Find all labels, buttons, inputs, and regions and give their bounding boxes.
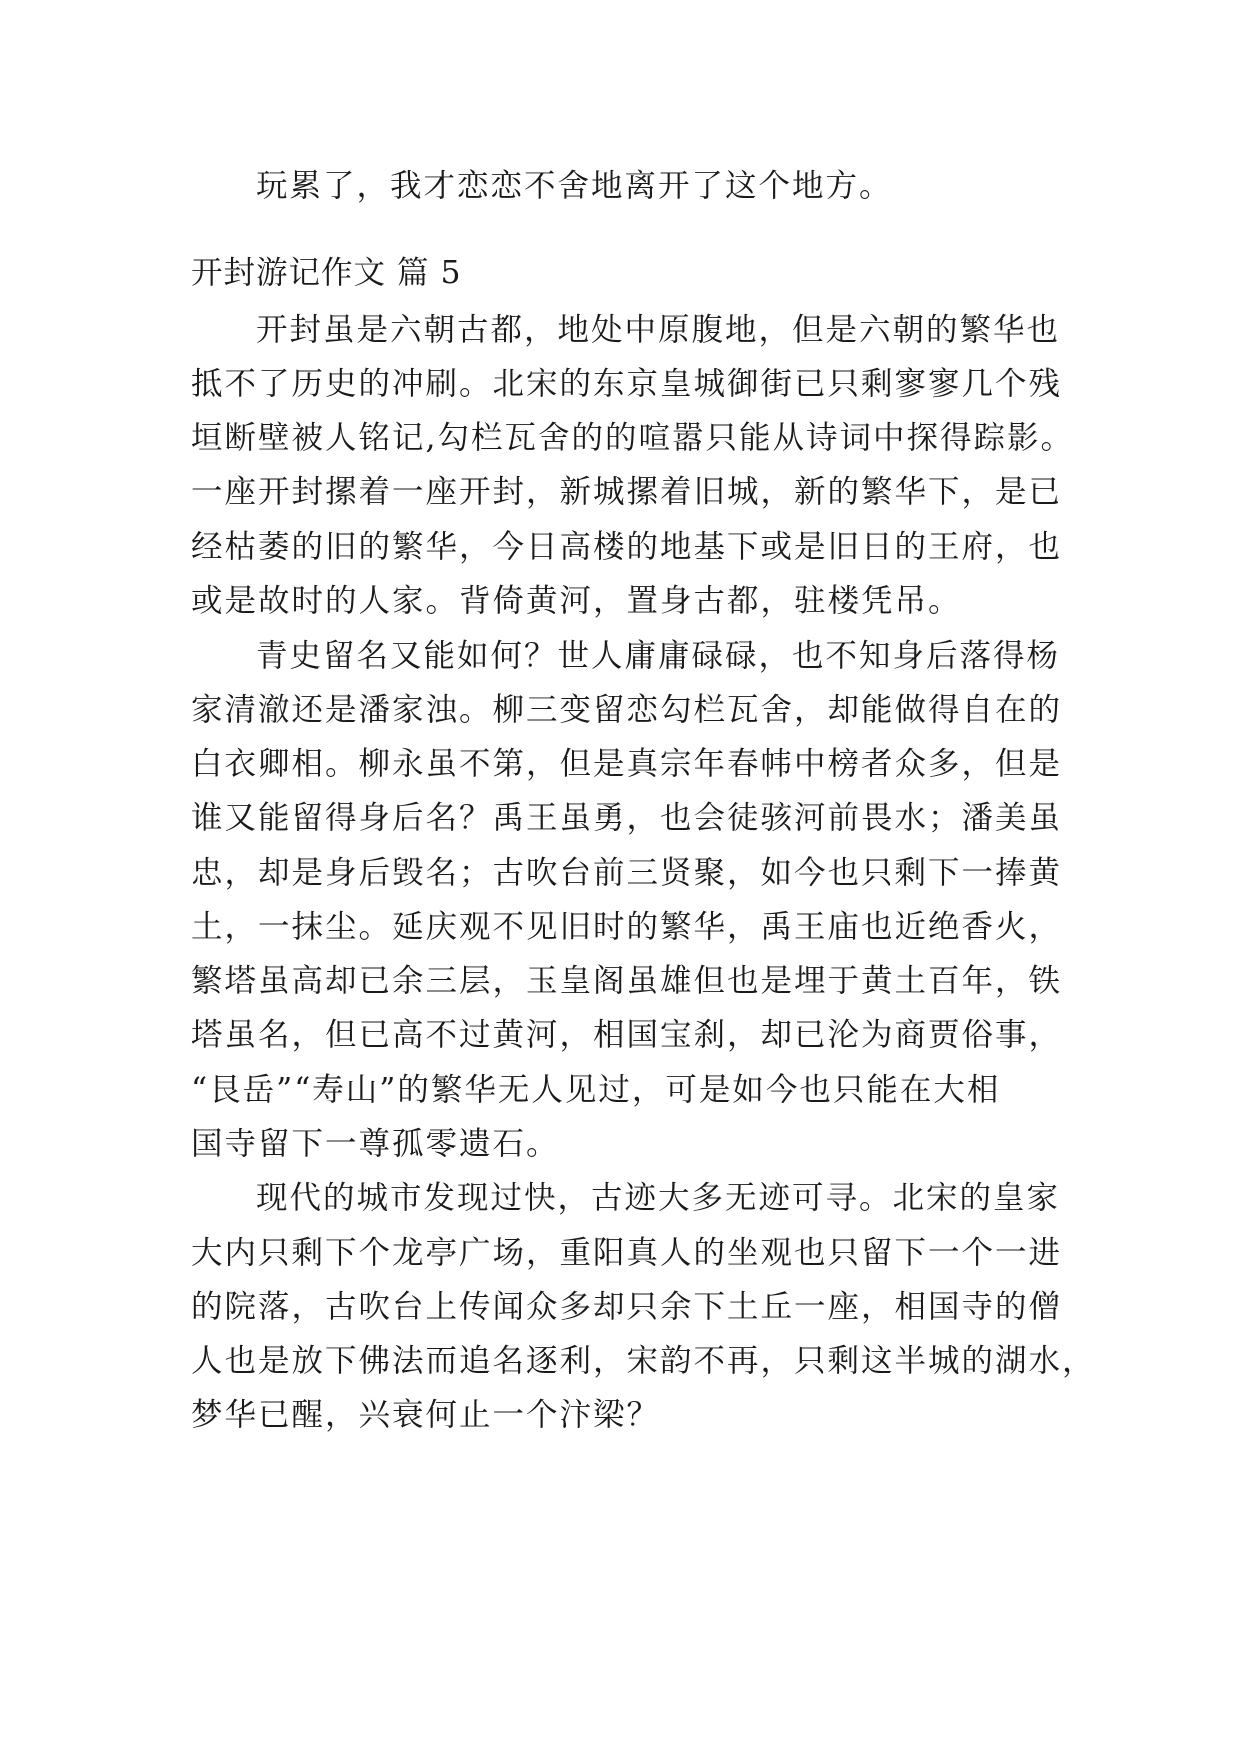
text-line: 国寺留下一尊孤零遗石。 <box>191 1126 560 1162</box>
text-line: 土，一抹尘。延庆观不见旧时的繁华，禹王庙也近绝香火， <box>191 909 1063 945</box>
text-line: 抵不了历史的冲刷。北宋的东京皇城御街已只剩寥寥几个残 <box>191 366 1063 402</box>
text-line: 现代的城市发现过快，古迹大多无迹可寻。北宋的皇家 <box>256 1180 1061 1216</box>
text-line: 玩累了，我才恋恋不舍地离开了这个地方。 <box>256 168 893 204</box>
text-line: 繁塔虽高却已余三层，玉皇阁虽雄但也是埋于黄土百年，铁 <box>191 963 1063 999</box>
text-line: 白衣卿相。柳永虽不第，但是真宗年春帏中榜者众多，但是 <box>191 746 1063 782</box>
section-heading: 开封游记作文 篇 5 <box>191 255 462 291</box>
text-line: 垣断壁被人铭记,勾栏瓦舍的的喧嚣只能从诗词中探得踪影。 <box>191 420 1075 456</box>
text-line: 人也是放下佛法而追名逐利，宋韵不再，只剩这半城的湖水， <box>191 1343 1096 1379</box>
text-line: 青史留名又能如何？世人庸庸碌碌，也不知身后落得杨 <box>256 638 1061 674</box>
text-line: 或是故时的人家。背倚黄河，置身古都，驻楼凭吊。 <box>191 583 962 619</box>
text-line: 家清澈还是潘家浊。柳三变留恋勾栏瓦舍，却能做得自在的 <box>191 692 1063 728</box>
text-line: 一座开封摞着一座开封，新城摞着旧城，新的繁华下，是已 <box>191 474 1063 510</box>
text-line: “艮岳”“寿山”的繁华无人见过，可是如今也只能在大相 <box>191 1072 1001 1108</box>
text-line: 塔虽名，但已高不过黄河，相国宝刹，却已沦为商贾俗事， <box>191 1017 1063 1053</box>
text-line: 谁又能留得身后名？禹王虽勇，也会徒骇河前畏水；潘美虽 <box>191 800 1063 836</box>
text-line: 梦华已醒，兴衰何止一个汴梁？ <box>191 1397 661 1433</box>
text-line: 忠，却是身后毁名；古吹台前三贤聚，如今也只剩下一捧黄 <box>191 855 1063 891</box>
text-line: 的院落，古吹台上传闻众多却只余下土丘一座，相国寺的僧 <box>191 1289 1063 1325</box>
text-line: 开封虽是六朝古都，地处中原腹地，但是六朝的繁华也 <box>256 312 1061 348</box>
text-line: 大内只剩下个龙亭广场，重阳真人的坐观也只留下一个一进 <box>191 1235 1063 1271</box>
text-line: 经枯萎的旧的繁华，今日高楼的地基下或是旧日的王府，也 <box>191 529 1063 565</box>
